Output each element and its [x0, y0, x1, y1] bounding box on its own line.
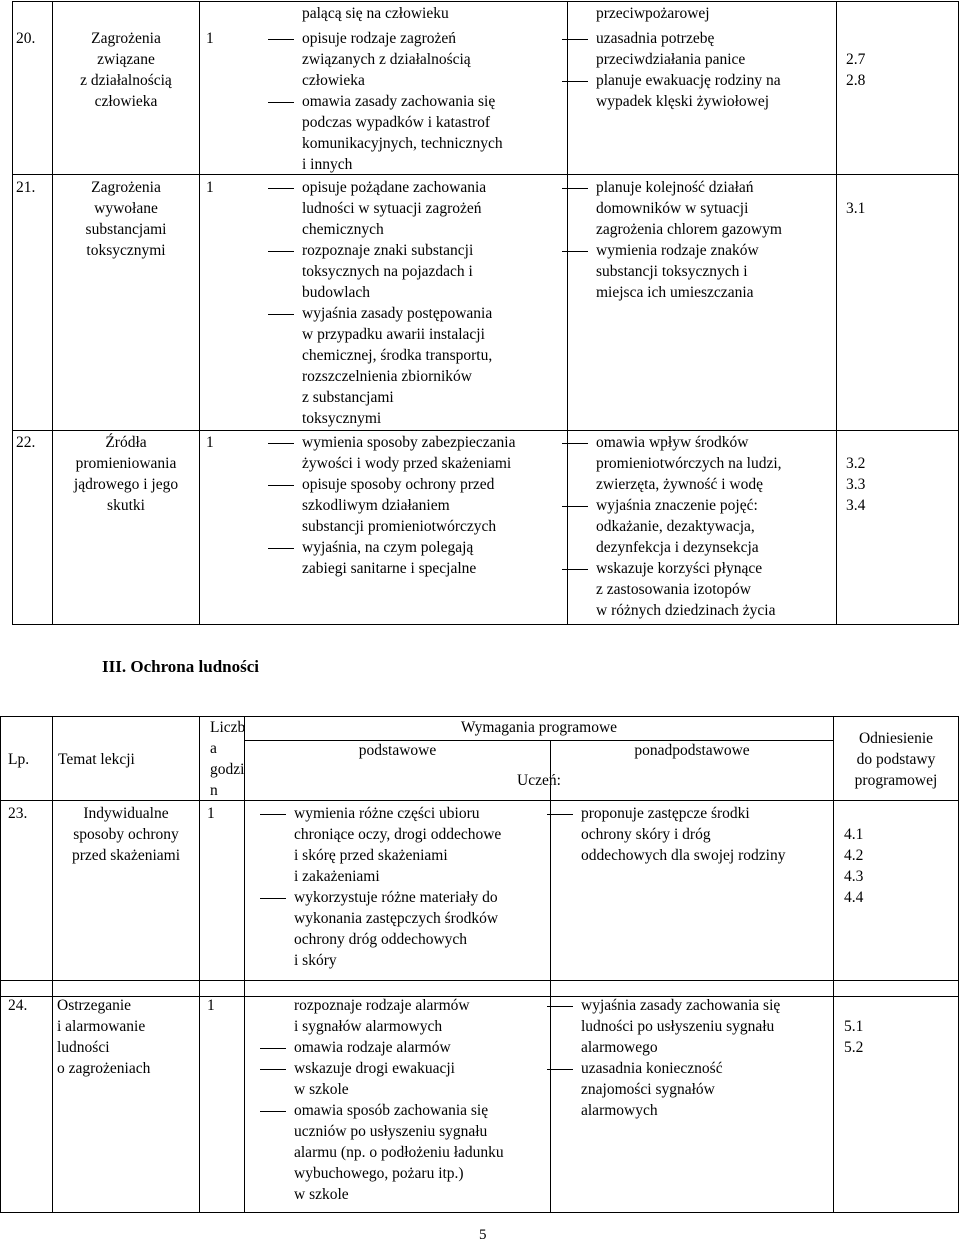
list-item: wyjaśnia zasady zachowania się ludności po usłyszeniu sygnału alarmowego — [545, 995, 833, 1058]
lesson-topic: Źródła promieniowania jądrowego i jego skutki — [73, 434, 179, 514]
extended-requirements — [545, 995, 833, 1121]
lesson-topic: Ostrzeganie i alarmowanie ludności o zagrożeniach — [57, 997, 151, 1077]
extended-requirements — [560, 177, 836, 303]
extended-requirements — [545, 803, 833, 866]
curriculum-reference: 4.1 4.2 4.3 4.4 — [844, 826, 864, 906]
list-item: omawia sposób zachowania się uczniów po usłyszeniu sygnału alarmu (np. o podłożeniu ładunku wybuchowego, pożaru itp.) w szkole — [258, 1100, 550, 1205]
basic-requirements — [266, 432, 566, 579]
curriculum-reference: 3.1 — [846, 200, 866, 217]
lesson-hours: 1 — [207, 805, 215, 822]
continued-extended-text: przeciwpożarowej — [596, 5, 710, 22]
basic-requirements — [266, 28, 566, 175]
lesson-hours: 1 — [207, 997, 215, 1014]
header-extended: ponadpodstawowe — [634, 742, 750, 759]
list-item: wykorzystuje różne materiały do wykonania zastępczych środków ochrony dróg oddechowych i skóry — [258, 887, 550, 971]
list-item: wyjaśnia zasady postępowania w przypadku awarii instalacji chemicznej, środka transportu, rozszczelnienia zbiorników z substancjami toksycznymi — [266, 303, 566, 429]
list-item: wyjaśnia, na czym polegają zabiegi sanitarne i specjalne — [266, 537, 566, 579]
header-hours: Liczb a godzi n — [210, 719, 246, 799]
row-number: 20. — [16, 30, 36, 47]
row-number: 23. — [8, 805, 28, 822]
list-item: wymienia sposoby zabezpieczania żywości i wody przed skażeniami — [266, 432, 566, 474]
header-requirements: Wymagania programowe — [460, 719, 618, 736]
list-item: omawia wpływ środków promieniotwórczych na ludzi, zwierzęta, żywność i wodę — [560, 432, 836, 495]
section-title: III. Ochrona ludności — [102, 657, 259, 676]
list-item: uzasadnia konieczność znajomości sygnałów alarmowych — [545, 1058, 833, 1121]
curriculum-reference: 3.2 3.3 3.4 — [846, 455, 866, 514]
basic-requirements — [258, 995, 550, 1205]
header-lp: Lp. — [8, 751, 30, 768]
row-number: 24. — [8, 997, 28, 1014]
lesson-topic: Indywidualne sposoby ochrony przed skażeniami — [71, 805, 180, 864]
header-curriculum-reference: Odniesienie do podstawy programowej — [854, 730, 938, 789]
header-topic: Temat lekcji — [58, 751, 135, 768]
list-item: wymienia rodzaje znaków substancji toksycznych i miejsca ich umieszczania — [560, 240, 836, 303]
extended-requirements — [560, 28, 836, 112]
list-item: uzasadnia potrzebę przeciwdziałania panice — [560, 28, 836, 70]
list-item: rozpoznaje rodzaje alarmów i sygnałów alarmowych — [294, 997, 470, 1035]
basic-requirements — [266, 177, 566, 429]
list-item: opisuje pożądane zachowania ludności w sytuacji zagrożeń chemicznych — [266, 177, 566, 240]
page-number: 5 — [479, 1227, 487, 1243]
list-item: omawia rodzaje alarmów — [258, 1037, 550, 1058]
extended-requirements — [560, 432, 836, 621]
header-student: Uczeń: — [517, 772, 561, 789]
row-number: 21. — [16, 179, 36, 196]
lesson-topic: Zagrożenia wywołane substancjami toksycznymi — [85, 179, 167, 259]
list-item: planuje kolejność działań domowników w sytuacji zagrożenia chlorem gazowym — [560, 177, 836, 240]
lesson-topic: Zagrożenia związane z działalnością człowieka — [80, 30, 172, 110]
lesson-hours: 1 — [206, 179, 214, 196]
curriculum-reference: 2.7 2.8 — [846, 51, 866, 89]
list-item: proponuje zastępcze środki ochrony skóry i dróg oddechowych dla swojej rodziny — [545, 803, 833, 866]
list-item: rozpoznaje znaki substancji toksycznych na pojazdach i budowlach — [266, 240, 566, 303]
continued-basic-text: palącą się na człowieku — [302, 5, 449, 22]
list-item: wskazuje drogi ewakuacji w szkole — [258, 1058, 550, 1100]
list-item: wymienia różne części ubioru chroniące oczy, drogi oddechowe i skórę przed skażeniami i zakażeniami — [258, 803, 550, 887]
list-item: opisuje rodzaje zagrożeń związanych z działalnością człowieka — [266, 28, 566, 91]
basic-requirements — [258, 803, 550, 971]
list-item: omawia zasady zachowania się podczas wypadków i katastrof komunikacyjnych, technicznych i innych — [266, 91, 566, 175]
row-number: 22. — [16, 434, 36, 451]
list-item: wyjaśnia znaczenie pojęć: odkażanie, dezaktywacja, dezynfekcja i dezynsekcja — [560, 495, 836, 558]
list-item: opisuje sposoby ochrony przed szkodliwym działaniem substancji promieniotwórczych — [266, 474, 566, 537]
lesson-hours: 1 — [206, 434, 214, 451]
lesson-hours: 1 — [206, 30, 214, 47]
curriculum-reference: 5.1 5.2 — [844, 1018, 864, 1056]
list-item: planuje ewakuację rodziny na wypadek klęski żywiołowej — [560, 70, 836, 112]
header-basic: podstawowe — [358, 742, 437, 759]
list-item: wskazuje korzyści płynące z zastosowania izotopów w różnych dziedzinach życia — [560, 558, 836, 621]
